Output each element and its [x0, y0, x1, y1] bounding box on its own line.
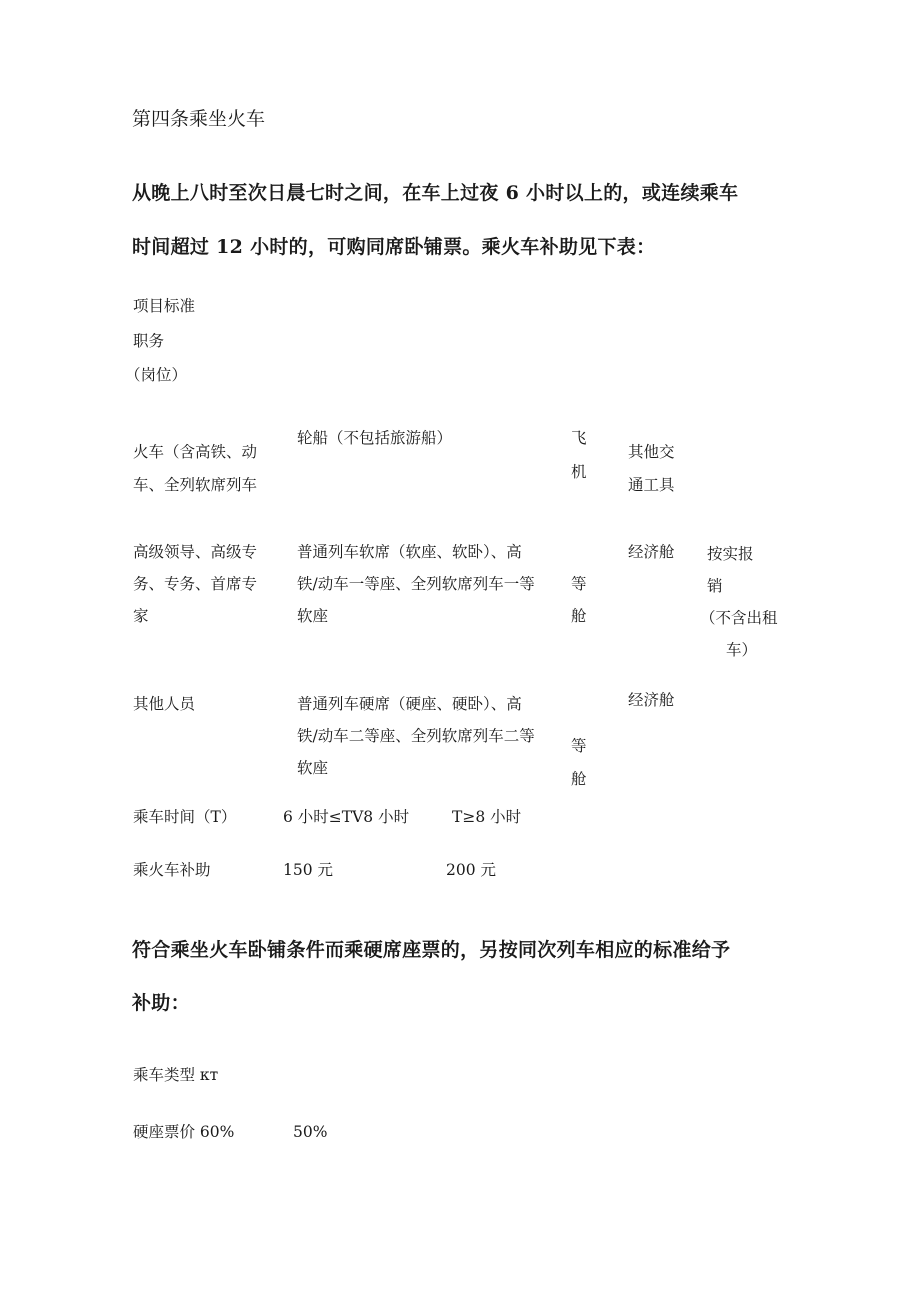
table1-row2-ship-line-2: 舱 [571, 770, 587, 788]
paragraph-2-line-2: 补助： [132, 992, 190, 1014]
article-title: 第四条乘坐火车 [132, 108, 266, 130]
table3-row-value: 50% [293, 1123, 328, 1141]
table1-row1-position-line-1: 高级领导、高级专 [133, 543, 258, 561]
table1-row2-train-line-3: 软座 [297, 759, 329, 777]
table1-col-other-line-1: 其他交 [628, 443, 675, 461]
table2-time-range-2: T≥8 小时 [452, 808, 522, 826]
table1-col-ship: 轮船（不包括旅游船） [297, 429, 453, 447]
table1-row1-train-line-2: 铁/动车一等座、全列软席列车一等 [297, 575, 535, 593]
paragraph-2-line-1: 符合乘坐火车卧铺条件而乘硬席座票的，另按同次列车相应的标准给予 [132, 939, 731, 961]
table2-time-range-1: 6 小时≤TV8 小时 [283, 808, 410, 826]
table1-header-corner-1: 项目标准 [133, 297, 196, 315]
table1-col-train-line-2: 车、全列软席列车 [133, 476, 258, 494]
table1-row1-other-line-2: 销 [707, 577, 723, 595]
table1-row1-position-line-3: 家 [133, 607, 149, 625]
table2-subsidy-value-2: 200 元 [446, 861, 497, 879]
table2-subsidy-value-1: 150 元 [283, 861, 334, 879]
table1-row1-ship-line-2: 舱 [571, 607, 587, 625]
table1-row2-position: 其他人员 [133, 695, 196, 713]
table2-time-label: 乘车时间（T） [133, 808, 237, 826]
table1-row2-plane: 经济舱 [628, 691, 675, 709]
table1-header-corner-2: 职务 [133, 332, 165, 350]
table3-header: 乘车类型 кт [133, 1066, 219, 1084]
table1-row2-train-line-1: 普通列车硬席（硬座、硬卧）、高 [297, 695, 522, 713]
table1-row1-position-line-2: 务、专务、首席专 [133, 575, 258, 593]
table1-header-corner-3: （岗位） [125, 366, 188, 384]
table3-row-label: 硬座票价 60% [133, 1123, 235, 1141]
table1-row2-ship-line-1: 等 [571, 737, 587, 755]
table1-row1-train-line-3: 软座 [297, 607, 329, 625]
paragraph-1-line-2: 时间超过 12 小时的，可购同席卧铺票。乘火车补助见下表： [132, 236, 656, 258]
table1-row1-other-line-4: 车） [726, 641, 758, 659]
table1-col-plane-line-2: 机 [571, 463, 587, 481]
table1-row1-train-line-1: 普通列车软席（软座、软卧）、高 [297, 543, 522, 561]
paragraph-1-line-1: 从晚上八时至次日晨七时之间，在车上过夜 6 小时以上的，或连续乘车 [132, 182, 739, 204]
table2-subsidy-label: 乘火车补助 [133, 861, 211, 879]
table1-row2-train-line-2: 铁/动车二等座、全列软席列车二等 [297, 727, 535, 745]
table1-row1-plane: 经济舱 [628, 543, 675, 561]
table1-col-plane-line-1: 飞 [571, 429, 587, 447]
table1-row1-ship-line-1: 等 [571, 575, 587, 593]
table1-row1-other-line-3: （不含出租 [700, 609, 778, 627]
table1-col-other-line-2: 通工具 [628, 476, 675, 494]
table1-col-train-line-1: 火车（含高铁、动 [133, 443, 258, 461]
table1-row1-other-line-1: 按实报 [707, 545, 754, 563]
